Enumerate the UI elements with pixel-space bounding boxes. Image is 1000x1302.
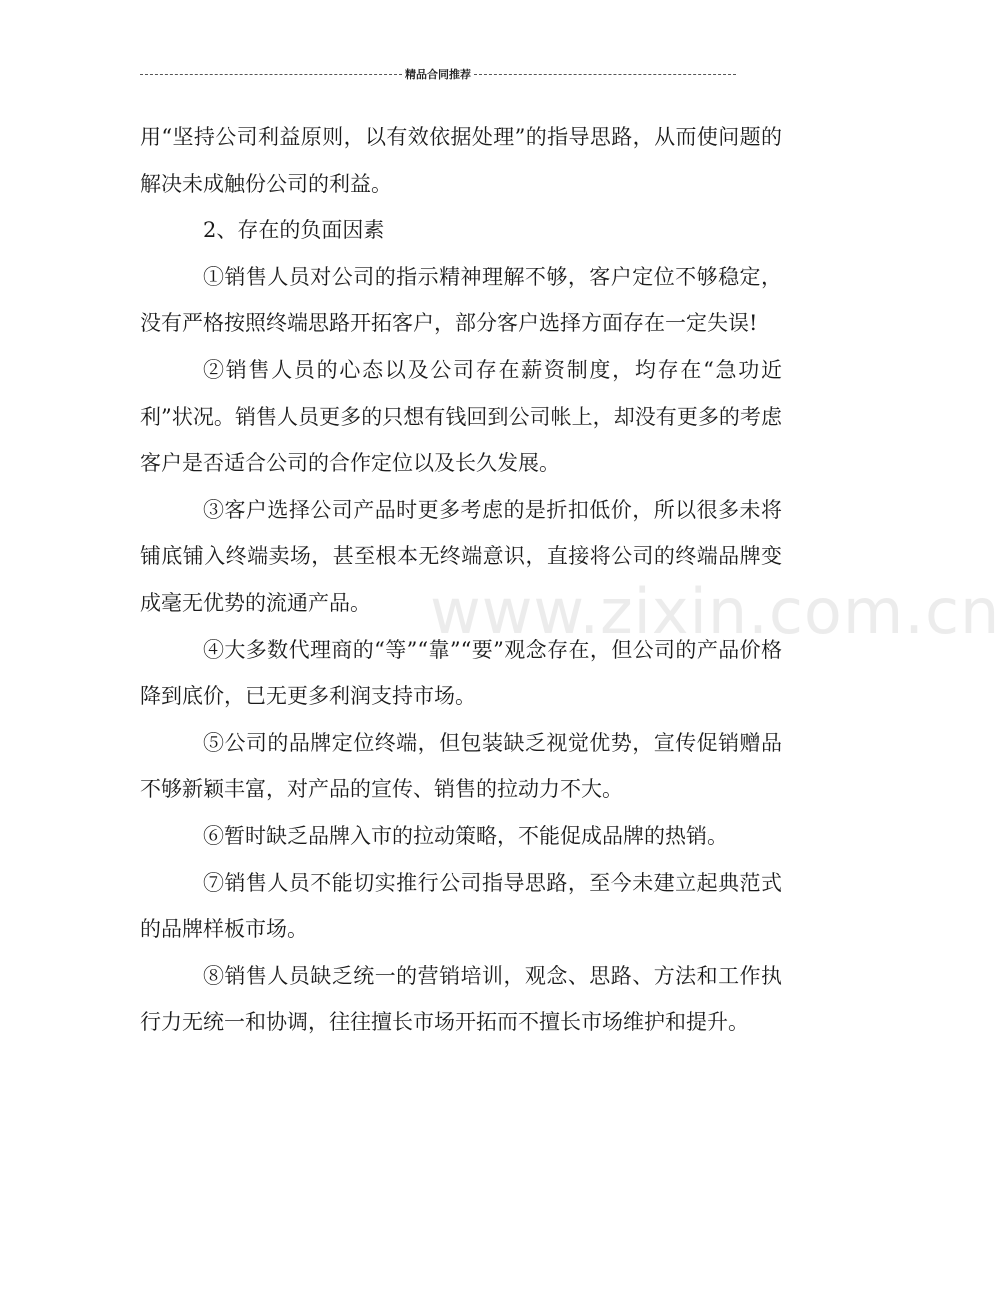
header-dashed-rule-right: [474, 74, 736, 75]
list-item-6: ⑥暂时缺乏品牌入市的拉动策略，不能促成品牌的热销。: [203, 823, 728, 848]
section-heading: 2、存在的负面因素: [203, 218, 385, 243]
watermark: www.zixin.com.cn: [430, 575, 1000, 648]
document-body: [140, 114, 782, 1046]
list-item-2: ②销售人员的心态以及公司存在薪资制度，均存在“急功近利”状况。销售人员更多的只想有钱回到公司帐上，却没有更多的考虑客户是否适合公司的合作定位以及长久发展。: [140, 357, 782, 476]
header-dashed-rule-left: [140, 74, 402, 75]
list-item-5: ⑤公司的品牌定位终端，但包装缺乏视觉优势，宣传促销赠品不够新颖丰富，对产品的宣传、销售的拉动力不大。: [140, 730, 782, 802]
list-item-4: ④大多数代理商的“等”“靠”“要”观念存在，但公司的产品价格降到底价，已无更多利润支持市场。: [140, 637, 782, 709]
list-item-1: ①销售人员对公司的指示精神理解不够，客户定位不够稳定，没有严格按照终端思路开拓客户，部分客户选择方面存在一定失误!: [140, 264, 782, 336]
list-item-8: ⑧销售人员缺乏统一的营销培训，观念、思路、方法和工作执行力无统一和协调，往往擅长市场开拓而不擅长市场维护和提升。: [140, 963, 782, 1035]
header-title: 精品合同推荐: [405, 68, 471, 81]
list-item-3: ③客户选择公司产品时更多考虑的是折扣低价，所以很多未将铺底铺入终端卖场，甚至根本无终端意识，直接将公司的终端品牌变成毫无优势的流通产品。: [140, 497, 782, 615]
list-item-7: ⑦销售人员不能切实推行公司指导思路，至今未建立起典范式的品牌样板市场。: [140, 870, 782, 942]
paragraph-continuation: 用“坚持公司利益原则，以有效依据处理”的指导思路，从而使问题的解决未成触份公司的利益。: [140, 125, 782, 196]
page-header: [140, 66, 736, 82]
